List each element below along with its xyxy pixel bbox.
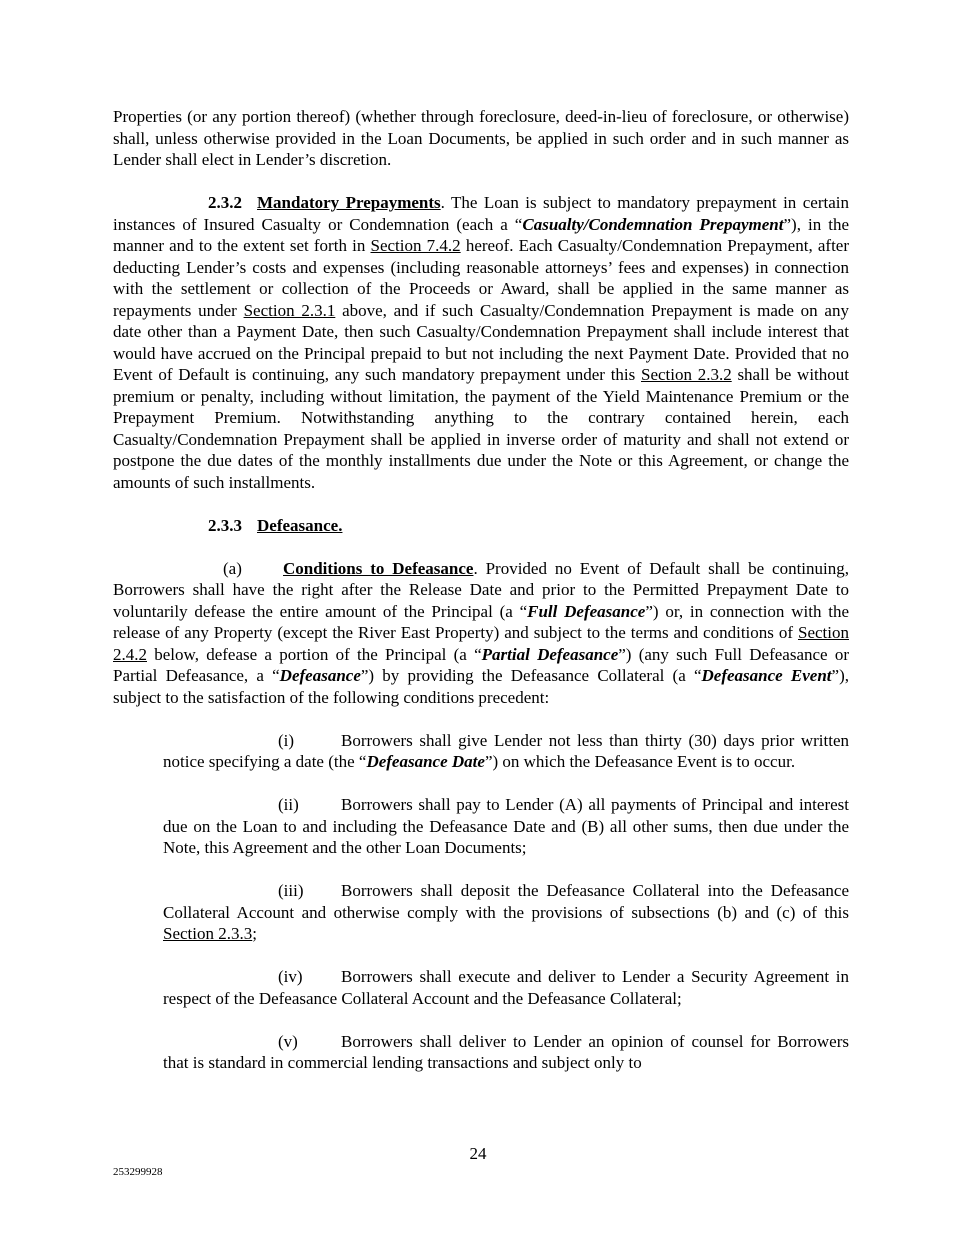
paragraph <box>113 515 849 537</box>
paragraph <box>113 192 849 493</box>
text-run: Conditions to Defeasance <box>283 558 474 578</box>
text-run: Full Defeasance <box>527 601 646 621</box>
text-run: Section 2.4.2 <box>113 623 849 664</box>
footer-document-id: 253299928 <box>113 1166 163 1178</box>
text-run: Defeasance <box>279 666 361 685</box>
paragraph <box>163 966 849 1009</box>
text-run: Defeasance Date <box>366 752 485 771</box>
text-run: shall be without premium or penalty, including without limitation, the payment of the Yield Maintenance Premium or the Prepayment Premium. Notwithstanding anything to the contrary contained herein, each Casualty/Condemnation Prepayment shall be applied in inverse order of maturity and shall not extend or postpone the due dates of the monthly installments due under the Note or this Agreement, or change the amounts of such installments. <box>113 365 849 492</box>
text-run: Section 7.4.2 <box>370 236 461 255</box>
paragraph <box>163 880 849 945</box>
text-run: Partial Defeasance <box>481 644 619 664</box>
paragraph-label: (ii) <box>278 795 299 814</box>
text-run: Section 2.3.3 <box>163 924 253 943</box>
paragraph <box>163 730 849 773</box>
text-run: ”) by providing the Defeasance Collateral (a “ <box>360 666 702 685</box>
text-run: below, defease a portion of the Principal (a “ <box>147 644 482 664</box>
text-run: Defeasance Event <box>701 666 832 685</box>
text-run: hereof. Each Casualty/Condemnation Prepayment, after deducting Lender’s costs and expenses (including reasonable attorneys’ fees and expenses) in connection with the settlement or collection of the Proceeds or Award, shall be applied in the same manner as repayments under <box>113 236 849 320</box>
text-run: ”) on which the Defeasance Event is to occur. <box>484 752 796 771</box>
paragraph <box>163 1031 849 1074</box>
text-run: Borrowers shall pay to Lender (A) all payments of Principal and interest due on the Loan to and including the Defeasance Date and (B) all other sums, then due under the Note, this Agreement and the other Loan Documents; <box>163 795 849 857</box>
text-run: Borrowers shall give Lender not less than thirty (30) days prior written notice specifying a date (the “ <box>163 730 849 771</box>
text-run: Mandatory Prepayments <box>257 193 441 212</box>
text-run: ”), subject to the satisfaction of the following conditions precedent: <box>113 666 849 707</box>
text-run: ”) or, in connection with the release of any Property (except the River East Property) and subject to the terms and conditions of <box>113 601 849 642</box>
paragraph-label: (v) <box>278 1031 298 1051</box>
text-run: ; <box>252 924 257 943</box>
text-run: Properties (or any portion thereof) (whether through foreclosure, deed-in-lieu of foreclosure, or otherwise) shall, unless otherwise provided in the Loan Documents, be applied in such order and in such manner as Lender shall elect in Lender’s discretion. <box>113 107 849 169</box>
text-run: ”) (any such Full Defeasance or Partial Defeasance, a “ <box>113 644 849 685</box>
text-run: above, and if such Casualty/Condemnation Prepayment is made on any date other than a Payment Date, then such Casualty/Condemnation Prepayment shall include interest that would have accrued on the Principal prepaid to but not including the next Payment Date. Provided that no Event of Default is continuing, any such mandatory prepayment under this <box>113 300 849 384</box>
paragraph-label: 2.3.2 <box>208 193 242 212</box>
paragraph-label: (iii) <box>278 881 304 900</box>
text-run: . Provided no Event of Default shall be continuing, Borrowers shall have the right after the Release Date and prior to the Permitted Prepayment Date to voluntarily defease the entire amount of the Principal (a “ <box>113 558 849 621</box>
text-run: Borrowers shall deposit the Defeasance Collateral into the Defeasance Collateral Account and otherwise comply with the provisions of subsections (b) and (c) of this <box>163 881 849 922</box>
paragraph-label: (iv) <box>278 967 303 986</box>
text-run: Borrowers shall execute and deliver to Lender a Security Agreement in respect of the Defeasance Collateral Account and the Defeasance Collateral; <box>163 967 849 1008</box>
text-run: . The Loan is subject to mandatory prepayment in certain instances of Insured Casualty or Condemnation (each a “ <box>113 193 849 234</box>
text-run: ”), in the manner and to the extent set forth in <box>113 214 849 255</box>
paragraph-label: 2.3.3 <box>208 515 242 535</box>
paragraph <box>113 558 849 709</box>
text-run: Section 2.3.1 <box>243 300 336 320</box>
text-run: Section 2.3.2 <box>641 365 732 384</box>
paragraph-label: (i) <box>278 730 295 750</box>
text-run: Borrowers shall deliver to Lender an opinion of counsel for Borrowers that is standard in commercial lending transactions and subject only to <box>163 1031 849 1072</box>
paragraph-label: (a) <box>223 558 242 578</box>
text-run: Defeasance. <box>257 515 343 535</box>
paragraph <box>163 794 849 859</box>
text-run: Casualty/Condemnation Prepayment <box>522 214 784 234</box>
document-body <box>113 106 849 1095</box>
page-number: 24 <box>469 1144 487 1163</box>
paragraph <box>113 106 849 171</box>
